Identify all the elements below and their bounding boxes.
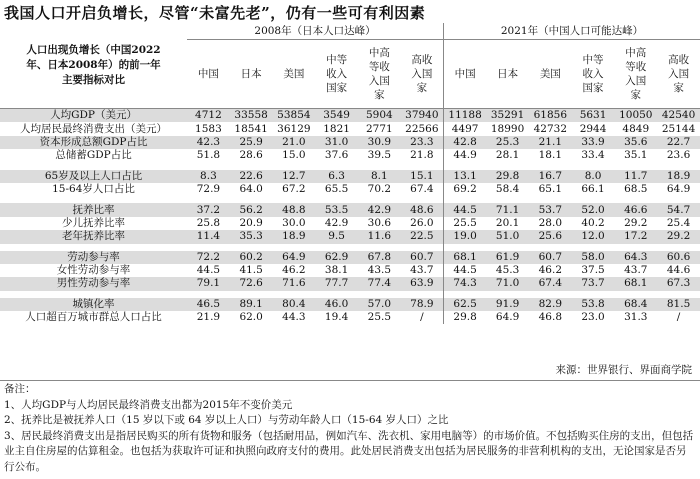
table-cell: 42.9 [324,216,349,229]
row-label: 抚养比率 [0,203,187,216]
gap-cell [0,244,187,251]
table-cell: 72.6 [230,277,273,290]
table-cell: 65.1 [538,183,563,196]
table-cell: 37940 [401,109,444,123]
note-line-1: 1、人均GDP与人均居民最终消费支出都为2015年不变价美元 [4,398,293,411]
table-cell: 11.4 [187,230,230,243]
table-cell: 25.8 [196,216,221,229]
table-cell: 8.0 [572,170,615,183]
gap-cell [273,163,316,170]
table-cell: 67.4 [410,183,434,196]
table-cell: 46.6 [614,203,657,216]
table-cell: 37.5 [581,264,605,277]
notes-heading: 备注： [4,383,36,395]
gap-cell [358,163,401,170]
table-cell: 63.9 [401,277,444,290]
table-cell: 62.5 [443,298,486,311]
table-cell: 42540 [657,109,700,123]
table-cell: 51.8 [196,149,221,162]
table-cell: 22.6 [230,170,273,183]
row-label: 劳动参与率 [0,251,187,264]
gap-cell [187,244,230,251]
table-cell: 11.7 [614,170,657,183]
column-header: 日本 [486,40,529,109]
table-cell: 25.4 [666,216,691,229]
gap-cell [614,196,657,203]
table-cell: 29.8 [486,170,529,183]
table-cell: 22.7 [657,136,700,149]
column-header: 高收入国家 [401,40,444,109]
table-cell: 25.5 [443,217,486,230]
table-cell: 18.9 [657,170,700,183]
gap-cell [443,196,486,203]
gap-cell [273,244,316,251]
table-cell: 64.9 [666,183,691,196]
table-cell: 29.2 [624,216,648,229]
table-cell: 4849 [622,122,650,135]
table-cell: 44.5 [443,264,486,277]
table-cell: 22566 [405,122,439,135]
gap-cell [657,196,700,203]
column-header: 中等收入国家 [315,40,358,109]
table-cell: 18541 [234,122,268,135]
table-row [0,109,700,123]
table-cell: 53854 [273,109,316,123]
column-header: 高收入国家 [657,40,700,109]
gap-cell [529,196,572,203]
table-cell: 30.0 [282,216,306,229]
table-cell: 3549 [315,109,358,123]
table-cell: 21.0 [273,136,316,149]
gap-cell [443,291,486,298]
top-left-line-3: 主要指标对比 [62,74,126,86]
gap-cell [230,196,273,203]
table-cell: 89.1 [230,298,273,311]
column-header: 美国 [529,40,572,109]
table-cell: 73.7 [572,277,615,290]
table-row [0,251,700,264]
top-left-line-2: 年、日本2008年）的前一年 [26,59,161,71]
gap-cell [572,244,615,251]
gap-cell [614,244,657,251]
table-cell: 28.6 [239,149,263,162]
row-label: 少儿抚养比率 [62,216,126,229]
group-gap [0,163,700,170]
table-row [0,149,700,162]
table-cell: 62.0 [239,311,263,324]
gap-cell [614,163,657,170]
gap-cell [657,291,700,298]
table-cell: 26.0 [410,216,434,229]
table-cell: 57.0 [358,298,401,311]
column-header: 美国 [273,40,316,109]
table-cell: 33.9 [572,136,615,149]
table-cell: 30.9 [358,136,401,149]
table-cell: 10050 [614,109,657,123]
gap-cell [187,196,230,203]
row-label: 65岁及以上人口占比 [0,170,187,183]
top-left-header [0,23,187,109]
table-cell: 35291 [486,109,529,123]
group-gap [0,244,700,251]
table-cell: 64.0 [239,183,263,196]
table-cell: 33.4 [581,149,605,162]
table-cell: 15.0 [282,149,306,162]
table-cell: 52.0 [572,203,615,216]
table-cell: 53.7 [529,203,572,216]
table-cell: 40.2 [581,216,605,229]
table-cell: 81.5 [657,298,700,311]
gap-cell [486,196,529,203]
table-cell: 53.8 [572,298,615,311]
group-header-2021: 2021年（中国人口可能达峰） [443,23,700,40]
table-cell: 21.8 [410,149,434,162]
gap-cell [273,291,316,298]
table-cell: 77.7 [315,277,358,290]
table-cell: 11188 [443,109,486,123]
table-cell: 25.6 [529,230,572,243]
table-cell: 1583 [195,122,222,135]
table-cell: 37.2 [187,203,230,216]
row-label: 老年抚养比率 [0,230,187,243]
table-cell: 65.5 [324,183,349,196]
table-row [0,136,700,149]
gap-cell [443,244,486,251]
table-cell: 51.0 [486,230,529,243]
table-cell: 68.4 [614,298,657,311]
source-note: 来源：世界银行、界面商学院 [555,364,692,376]
table-cell: 68.1 [614,277,657,290]
table-cell: 58.0 [572,251,615,264]
table-cell: 21.9 [196,311,221,324]
page-title: 我国人口开启负增长，尽管“未富先老”，仍有一些可有利因素 [4,4,426,22]
table-cell: 82.9 [529,298,572,311]
row-label: 女性劳动参与率 [56,264,131,277]
table-cell: 66.1 [581,183,605,196]
table-row [0,217,700,230]
table-cell: 43.7 [624,264,648,277]
table-row [0,230,700,243]
table-cell: 28.1 [495,149,520,162]
table-cell: 45.3 [495,264,520,277]
gap-cell [486,244,529,251]
table-cell: 69.2 [443,183,486,196]
table-cell: 20.1 [495,216,520,229]
gap-cell [358,196,401,203]
table-cell: 35.1 [624,149,648,162]
table-cell: 67.2 [282,183,306,196]
gap-cell [401,163,444,170]
table-cell: 35.3 [230,230,273,243]
table-cell: 44.5 [196,264,221,277]
table-cell: 58.4 [495,183,520,196]
table-cell: 46.2 [538,264,563,277]
table-cell: 25.3 [486,136,529,149]
table-cell: 43.5 [367,264,392,277]
table-cell: 19.4 [324,311,349,324]
table-cell: 8.3 [187,170,230,183]
table-cell: 77.4 [358,277,401,290]
gap-cell [572,291,615,298]
table-cell: 62.9 [315,251,358,264]
table-cell: 5631 [572,109,615,123]
gap-cell [230,163,273,170]
table-cell: 29.2 [657,230,700,243]
table-cell: 25.9 [230,136,273,149]
table-cell: 37.6 [324,149,349,162]
gap-cell [315,244,358,251]
table-cell: 41.5 [239,264,263,277]
table-cell: 61856 [529,109,572,123]
table-cell: 60.7 [529,251,572,264]
column-header: 中高等收入国家 [614,40,657,109]
table-row [0,298,700,311]
row-label: 资本形成总额GDP占比 [0,136,187,149]
gap-cell [273,196,316,203]
group-header-2008: 2008年（日本人口达峰） [187,23,443,40]
table-cell: 19.0 [443,230,486,243]
table-row [0,122,700,135]
table-cell: 16.7 [529,170,572,183]
table-cell: 78.9 [401,298,444,311]
note-line-3: 3、居民最终消费支出是指居民购买的所有货物和服务（包括耐用品，例如汽车、洗衣机、家用电脑等）的市场价值。不包括购买住房的支出，但包括业主自住房屋的估算租金。也包括为获取许可证和执照向政府支付的费用。此处居民消费支出包括为居民服务的非营利机构的支出，无论国家是否另行公布。 [4,429,694,473]
gap-cell [315,163,358,170]
row-label: 人均居民最终消费支出（美元） [20,122,168,135]
table-cell: 48.6 [401,203,444,216]
table-cell: 31.3 [624,311,648,324]
table-cell: 30.6 [367,216,392,229]
gap-cell [529,244,572,251]
gap-cell [657,244,700,251]
indicator-table-wrap [0,23,700,380]
column-header: 中高等收入国家 [358,40,401,109]
indicator-table [0,23,700,324]
table-cell: 64.9 [495,311,520,324]
gap-cell [529,291,572,298]
table-cell: 67.8 [358,251,401,264]
table-cell: 23.6 [666,149,691,162]
table-cell: 72.9 [196,183,221,196]
table-row [0,264,700,277]
table-cell: 21.1 [529,136,572,149]
table-cell: 11.6 [358,230,401,243]
gap-cell [572,196,615,203]
table-cell: 2771 [365,122,393,135]
table-cell: 4497 [443,122,486,135]
table-cell: 44.6 [666,264,691,277]
gap-cell [401,196,444,203]
table-row [0,311,700,324]
table-cell: 8.1 [358,170,401,183]
table-cell: 18990 [490,122,525,135]
gap-cell [529,163,572,170]
column-header: 日本 [230,40,273,109]
gap-cell [187,291,230,298]
gap-cell [0,196,187,203]
gap-cell [572,163,615,170]
column-header: 中国 [187,40,230,109]
gap-cell [0,163,187,170]
table-cell: 71.6 [273,277,316,290]
gap-cell [187,163,230,170]
row-label: 男性劳动参与率 [0,277,187,290]
gap-cell [358,244,401,251]
table-cell: 53.5 [315,203,358,216]
table-row [0,203,700,216]
table-cell: 79.1 [187,277,230,290]
table-cell: 46.5 [187,298,230,311]
gap-cell [486,291,529,298]
table-cell: 38.1 [324,264,349,277]
gap-cell [401,291,444,298]
row-label: 城镇化率 [0,298,187,311]
table-cell: 56.2 [230,203,273,216]
table-cell: 42.8 [443,136,486,149]
table-cell: 43.7 [410,264,434,277]
gap-cell [358,291,401,298]
table-cell: 12.0 [572,230,615,243]
table-row [0,170,700,183]
table-cell: 36129 [277,122,311,135]
notes-section [0,380,700,479]
table-cell: 46.8 [538,311,563,324]
table-cell: 91.9 [486,298,529,311]
table-cell: 67.4 [529,277,572,290]
table-cell: 22.5 [401,230,444,243]
table-cell: 42.3 [187,136,230,149]
gap-cell [614,291,657,298]
table-cell: 13.1 [443,170,486,183]
table-cell: 48.8 [273,203,316,216]
table-cell: 25.5 [367,311,392,324]
table-cell: 80.4 [273,298,316,311]
table-cell: 4712 [187,109,230,123]
table-cell: 64.9 [273,251,316,264]
table-cell: 35.6 [614,136,657,149]
table-cell: 68.1 [443,251,486,264]
table-cell: 42732 [533,122,568,135]
table-cell: 33558 [230,109,273,123]
table-cell: 68.5 [624,183,648,196]
group-gap [0,196,700,203]
table-cell: 5904 [358,109,401,123]
gap-cell [230,291,273,298]
table-cell: 42.9 [358,203,401,216]
table-cell: 25144 [661,122,696,135]
table-cell: 20.9 [239,216,263,229]
gap-cell [0,291,187,298]
gap-cell [486,163,529,170]
table-cell: / [676,311,681,324]
table-cell: 46.0 [315,298,358,311]
gap-cell [315,291,358,298]
gap-cell [401,244,444,251]
table-cell: 9.5 [315,230,358,243]
table-cell: 70.2 [367,183,392,196]
table-cell: 64.3 [614,251,657,264]
table-cell: 6.3 [315,170,358,183]
column-header: 中等收入国家 [572,40,615,109]
table-cell: 28.0 [538,216,563,229]
table-cell: 72.2 [187,251,230,264]
table-cell: / [420,311,424,324]
table-cell: 29.8 [443,311,486,324]
table-cell: 46.2 [282,264,306,277]
table-cell: 60.7 [401,251,444,264]
gap-cell [315,196,358,203]
table-cell: 23.3 [401,136,444,149]
row-label: 人口超百万城市群总人口占比 [25,311,162,324]
table-cell: 1821 [323,122,350,135]
table-cell: 39.5 [367,149,392,162]
table-cell: 61.9 [486,251,529,264]
row-label: 总储蓄GDP占比 [55,149,132,162]
table-cell: 15.1 [401,170,444,183]
table-cell: 71.1 [486,203,529,216]
table-cell: 44.3 [282,311,306,324]
table-cell: 67.3 [657,277,700,290]
row-label: 人均GDP（美元） [0,109,187,123]
top-left-line-1: 人口出现负增长（中国2022 [26,44,161,56]
group-gap [0,291,700,298]
gap-cell [443,163,486,170]
table-cell: 44.5 [443,203,486,216]
table-cell: 23.0 [581,311,605,324]
gap-cell [230,244,273,251]
table-cell: 18.9 [273,230,316,243]
table-cell: 74.3 [443,277,486,290]
table-cell: 2944 [579,122,607,135]
column-header: 中国 [443,40,486,109]
table-cell: 17.2 [614,230,657,243]
note-line-2: 2、抚养比是被抚养人口（15 岁以下或 64 岁以上人口）与劳动年龄人口（15-64 岁人口）之比 [4,414,449,426]
table-cell: 18.1 [538,149,563,162]
table-row [0,277,700,290]
table-cell: 60.2 [230,251,273,264]
table-cell: 12.7 [273,170,316,183]
table-cell: 54.7 [657,203,700,216]
table-cell: 71.0 [486,277,529,290]
table-row [0,183,700,196]
row-label: 15-64岁人口占比 [52,183,135,196]
table-cell: 44.9 [443,149,486,162]
table-cell: 60.6 [657,251,700,264]
gap-cell [657,163,700,170]
table-cell: 31.0 [315,136,358,149]
